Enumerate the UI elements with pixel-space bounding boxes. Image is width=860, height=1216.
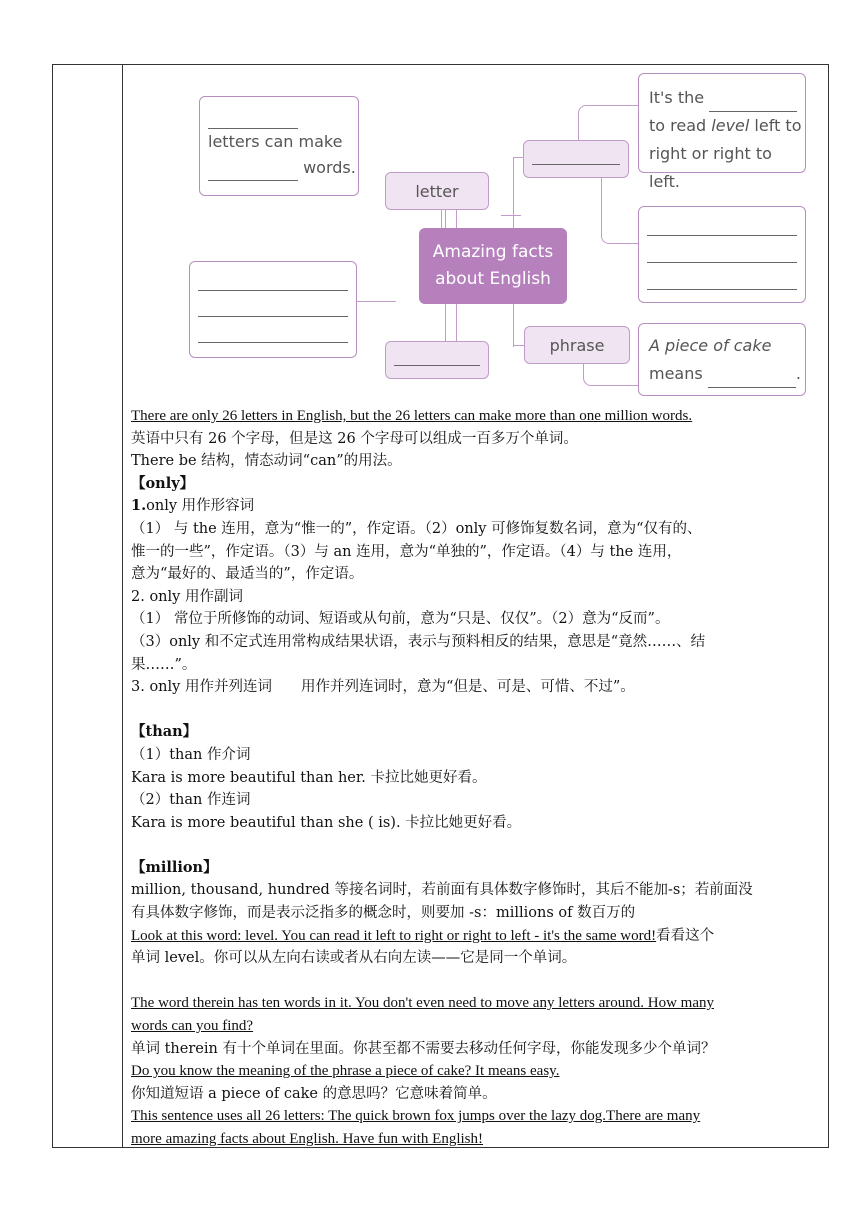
left-to-text: left to [754,116,802,135]
only-1-line-b: 惟一的一些”，作定语。（3）与 an 连用，意为“单独的”，作定语。（4）与 the 连用， [131,543,682,560]
cake-chinese: 你知道短语 a piece of cake 的意思吗？它意味着简单。 [131,1085,497,1102]
therein-english-a: The word therein has ten words in it. You don't even need to move any letters around. How many [131,995,715,1012]
only-1-line-c: 意为“最好的、最适当的”，作定语。 [131,566,364,583]
level-fact-box [638,73,806,191]
right-or-right-text: right or right to left. [649,144,772,191]
only-heading: 【only】 [131,474,195,492]
central-topic-line2: about English [435,269,551,289]
intro-english: There are only 26 letters in English, but the 26 letters can make more than one million words. [131,408,693,424]
means-text: means [649,364,703,383]
mind-map [123,65,829,405]
intro-chinese: 英语中只有 26 个字母，但是这 26 个字母可以组成一百多万个单词。 [131,430,578,447]
connector [601,177,640,244]
phrase-node [524,326,630,364]
connector [513,157,523,158]
than-1-title: （1）than 作介词 [131,746,251,763]
lesson-table [52,64,829,1148]
than-2-title: （2）than 作连词 [131,792,251,809]
blank-lines-box-right [638,206,806,303]
notes-text [131,405,823,1151]
only-2-line-c: 果……”。 [131,656,197,673]
than-heading: 【than】 [131,723,198,741]
phrase-fact-box: A piece of cake means . [638,323,806,396]
words-text: words. [303,158,356,177]
only-2-line-b: （3）only 和不定式连用常构成结果状语，表示与预料相反的结果，意思是“竟然……、结 [131,633,706,650]
level-chinese: 单词 level。你可以从左向右读或者从右向左读——它是同一个单词。 [131,950,577,967]
letter-label: letter [415,181,459,201]
blank-node [385,341,489,379]
to-read-text: to read [649,116,707,135]
only-2-title: 2. only 用作副词 [131,588,243,605]
only-1-title: only 用作形容词 [146,498,255,515]
blank-lines-box [189,261,357,358]
level-english: Look at this word: level. You can read it left to right or right to left - it's the same word! [131,927,657,944]
million-line-b: 有具体数字修饰，而是表示泛指多的概念时，则要加 -s：millions of 数百万的 [131,905,636,922]
therein-english-b: words can you find? [131,1018,254,1035]
left-column [53,65,123,1147]
central-topic-line1: Amazing facts [432,242,554,262]
only-3-line: 3. only 用作并列连词 用作并列连词时，意为“但是、可是、可惜、不过”。 [131,679,635,696]
blank-node-top [523,140,629,178]
fox-english-a: This sentence uses all 26 letters: The quick brown fox jumps over the lazy dog.There are many [131,1108,701,1125]
connector [583,363,640,386]
therein-chinese: 单词 therein 有十个单词在里面。你甚至都不需要去移动任何字母，你能发现多少个单词？ [131,1040,716,1057]
letter-node [385,172,489,210]
piece-of-cake-italic: A piece of cake [649,336,772,355]
grammar-note: There be 结构，情态动词“can”的用法。 [131,453,402,470]
fox-english-b: more amazing facts about English. Have fun with English! [131,1131,483,1147]
its-the-text: It's the [649,88,705,107]
content-column [123,65,829,1147]
than-2-example: Kara is more beautiful than she ( is). 卡拉比她更好看。 [131,814,522,831]
letters-can-make-text: letters can make [208,132,343,151]
million-heading: 【million】 [131,858,218,876]
million-line-a: million, thousand, hundred 等接名词时，若前面有具体数字修饰时，其后不能加-s；若前面没 [131,882,753,899]
than-1-example: Kara is more beautiful than her. 卡拉比她更好看。 [131,769,487,786]
level-italic: level [711,116,750,135]
phrase-label: phrase [549,335,605,355]
only-1-line-a: （1） 与 the 连用，意为“惟一的”，作定语。（2）only 可修饰复数名词，意为“仅有的、 [131,520,702,537]
cake-english: Do you know the meaning of the phrase a piece of cake? It means easy. [131,1063,560,1080]
level-chinese-tail: 看看这个 [656,927,715,944]
only-1-number: 1. [131,497,147,515]
letters-fact-box [199,96,359,196]
only-2-line-a: （1） 常位于所修饰的动词、短语或从句前，意为“只是、仅仅”。（2）意为“反而”。 [131,611,670,628]
central-topic [419,228,567,304]
